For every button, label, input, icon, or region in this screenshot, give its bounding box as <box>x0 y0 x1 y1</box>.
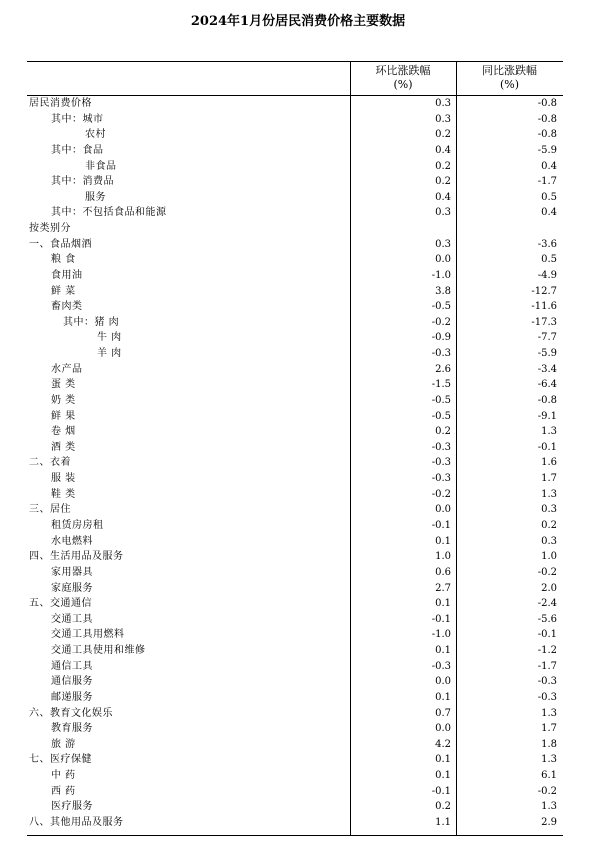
mom-value: 0.0 <box>435 723 451 735</box>
header-yoy <box>456 64 563 92</box>
mom-value: -0.3 <box>431 457 451 469</box>
row-label: 畜肉类 <box>51 301 83 313</box>
mom-value: 0.0 <box>435 676 451 688</box>
yoy-value: -7.7 <box>537 332 557 344</box>
row-label: 食用油 <box>51 269 83 281</box>
row-label: 七、医疗保健 <box>29 754 92 766</box>
row-label: 卷 烟 <box>51 426 76 438</box>
row-label: 居民消费价格 <box>29 98 92 109</box>
yoy-value: 1.3 <box>541 707 557 719</box>
row-label: 家用器具 <box>51 566 93 578</box>
header-mom-label: 环比涨跌幅 <box>375 64 431 77</box>
row-label: 鲜 菜 <box>51 285 76 297</box>
row-label: 旅 游 <box>51 738 76 750</box>
yoy-value: -12.7 <box>531 285 557 297</box>
table-row <box>27 362 563 378</box>
row-label: 其中：食品 <box>51 144 104 156</box>
mom-value: -0.3 <box>431 348 451 360</box>
yoy-value: -4.9 <box>537 269 557 281</box>
table-row <box>27 596 563 612</box>
table-row <box>27 502 563 518</box>
table-row <box>27 424 563 440</box>
table-row <box>27 737 563 753</box>
mom-value: 0.3 <box>435 238 451 250</box>
row-label: 邮递服务 <box>51 691 93 703</box>
table-row <box>27 127 563 143</box>
table-row <box>27 268 563 284</box>
yoy-value: 1.0 <box>541 551 557 563</box>
yoy-value: -5.9 <box>537 348 557 360</box>
row-label: 教育服务 <box>51 723 93 735</box>
table-row <box>27 690 563 706</box>
yoy-value: -1.7 <box>537 660 557 672</box>
yoy-value: 1.3 <box>541 426 557 438</box>
mom-value: 1.1 <box>435 816 451 828</box>
table-row <box>27 190 563 206</box>
table-row <box>27 315 563 331</box>
yoy-value: 0.5 <box>541 254 557 266</box>
table-row <box>27 627 563 643</box>
mom-value: 0.2 <box>435 176 451 188</box>
table-row <box>27 581 563 597</box>
row-label: 交通工具 <box>51 613 93 625</box>
table-row <box>27 330 563 346</box>
table-row <box>27 143 563 159</box>
mom-value: -0.3 <box>431 441 451 453</box>
row-label: 牛 肉 <box>97 332 122 344</box>
mom-value: 0.1 <box>435 691 451 703</box>
row-label: 医疗服务 <box>51 801 93 813</box>
yoy-value: -0.2 <box>537 785 557 797</box>
row-label: 鲜 果 <box>51 410 76 422</box>
row-label: 水产品 <box>51 363 83 375</box>
yoy-value: -6.4 <box>537 379 557 391</box>
table-row <box>27 534 563 550</box>
mom-value: 0.7 <box>435 707 451 719</box>
table-row <box>27 549 563 565</box>
mom-value: 2.7 <box>435 582 451 594</box>
row-label: 服 装 <box>51 473 76 485</box>
row-label: 三、居住 <box>29 504 71 516</box>
table-row <box>27 284 563 300</box>
row-label: 非食品 <box>85 160 117 172</box>
mom-value: -0.2 <box>431 488 451 500</box>
mom-value: -1.5 <box>431 379 451 391</box>
mom-value: 0.1 <box>435 535 451 547</box>
yoy-value: 6.1 <box>541 770 557 782</box>
yoy-value: -0.1 <box>537 629 557 641</box>
yoy-value: 1.6 <box>541 457 557 469</box>
table-row <box>27 221 563 237</box>
row-label: 酒 类 <box>51 441 76 453</box>
header-mom-unit: (%) <box>393 78 413 91</box>
table-row <box>27 518 563 534</box>
row-label: 五、交通通信 <box>29 598 92 610</box>
mom-value: 0.0 <box>435 254 451 266</box>
mom-value: -1.0 <box>431 269 451 281</box>
row-label: 一、食品烟酒 <box>29 238 92 250</box>
table-row <box>27 440 563 456</box>
yoy-value: -0.3 <box>537 691 557 703</box>
yoy-value: 1.7 <box>541 723 557 735</box>
yoy-value: -0.3 <box>537 676 557 688</box>
table-row <box>27 815 563 831</box>
yoy-value: 1.3 <box>541 488 557 500</box>
table-row <box>27 799 563 815</box>
table-row <box>27 377 563 393</box>
row-label: 鞋 类 <box>51 488 76 500</box>
mom-value: 0.1 <box>435 598 451 610</box>
table-row <box>27 471 563 487</box>
mom-value: -1.0 <box>431 629 451 641</box>
yoy-value: 1.3 <box>541 754 557 766</box>
mom-value: 0.4 <box>435 144 451 156</box>
yoy-value: 0.3 <box>541 504 557 516</box>
header-yoy-unit: (%) <box>499 78 520 91</box>
cpi-table <box>27 61 563 836</box>
mom-value: -0.3 <box>431 660 451 672</box>
mom-value: 0.3 <box>435 113 451 125</box>
table-row <box>27 252 563 268</box>
table-row <box>27 487 563 503</box>
table-row <box>27 752 563 768</box>
mom-value: 0.2 <box>435 129 451 141</box>
row-label: 家庭服务 <box>51 582 93 594</box>
yoy-value: -0.8 <box>537 98 557 109</box>
yoy-value: 0.4 <box>541 160 557 172</box>
row-label: 交通工具使用和维修 <box>51 645 146 657</box>
row-label: 中 药 <box>51 770 76 782</box>
row-label: 六、教育文化娱乐 <box>29 707 113 719</box>
row-label: 其中：消费品 <box>51 176 114 188</box>
yoy-value: -0.8 <box>537 113 557 125</box>
mom-value: -0.5 <box>431 410 451 422</box>
table-row <box>27 612 563 628</box>
row-label: 其中：不包括食品和能源 <box>51 207 167 219</box>
table-row <box>27 784 563 800</box>
page-title: 2024年1月份居民消费价格主要数据 <box>190 14 406 29</box>
header-yoy-label: 同比涨跌幅 <box>482 64 537 77</box>
mom-value: 0.2 <box>435 160 451 172</box>
yoy-value: -9.1 <box>537 410 557 422</box>
table-row <box>27 643 563 659</box>
table-row <box>27 409 563 425</box>
yoy-value: 1.7 <box>541 473 557 485</box>
table-row <box>27 674 563 690</box>
yoy-value: 0.2 <box>541 520 557 531</box>
yoy-value: 2.0 <box>541 582 557 594</box>
mom-value: 0.0 <box>435 504 451 516</box>
table-row <box>27 346 563 362</box>
mom-value: -0.5 <box>431 394 451 406</box>
row-label: 按类别分 <box>29 223 71 235</box>
row-label: 羊 肉 <box>97 348 122 360</box>
row-label: 水电燃料 <box>51 535 93 547</box>
mom-value: 0.3 <box>435 98 451 109</box>
mom-value: -0.1 <box>431 520 451 531</box>
mom-value: -0.3 <box>431 473 451 485</box>
row-label: 西 药 <box>51 785 76 797</box>
table-row <box>27 768 563 784</box>
yoy-value: -1.7 <box>537 176 557 188</box>
row-label: 粮 食 <box>51 254 76 266</box>
mom-value: -0.9 <box>431 332 451 344</box>
mom-value: 0.2 <box>435 801 451 813</box>
row-label: 四、生活用品及服务 <box>29 551 124 563</box>
table-row <box>27 455 563 471</box>
yoy-value: 1.8 <box>541 738 557 750</box>
table-row <box>27 112 563 128</box>
mom-value: 0.2 <box>435 426 451 438</box>
mom-value: 4.2 <box>435 738 451 750</box>
table-row <box>27 96 563 112</box>
row-label: 交通工具用燃料 <box>51 629 125 641</box>
yoy-value: 0.5 <box>541 191 557 203</box>
yoy-value: -11.6 <box>531 301 557 313</box>
mom-value: 0.3 <box>435 207 451 219</box>
row-label: 农村 <box>85 129 106 141</box>
mom-value: 0.6 <box>435 566 451 578</box>
yoy-value: 0.4 <box>541 207 557 219</box>
mom-value: 0.1 <box>435 770 451 782</box>
yoy-value: -0.8 <box>537 394 557 406</box>
row-label: 租赁房房租 <box>51 520 104 531</box>
row-label: 其中：城市 <box>51 113 104 125</box>
mom-value: -0.2 <box>431 316 451 328</box>
table-row <box>27 237 563 253</box>
mom-value: 2.6 <box>435 363 451 375</box>
header-mom <box>350 64 456 92</box>
yoy-value: -0.8 <box>537 129 557 141</box>
row-label: 八、其他用品及服务 <box>29 816 124 828</box>
row-label: 其中：猪 肉 <box>63 316 120 328</box>
yoy-value: -0.1 <box>537 441 557 453</box>
table-row <box>27 721 563 737</box>
table-row <box>27 659 563 675</box>
table-row <box>27 205 563 221</box>
table-row <box>27 565 563 581</box>
mom-value: 0.1 <box>435 754 451 766</box>
mom-value: 0.1 <box>435 645 451 657</box>
mom-value: -0.1 <box>431 785 451 797</box>
mom-value: 0.4 <box>435 191 451 203</box>
yoy-value: 1.3 <box>541 801 557 813</box>
yoy-value: 0.3 <box>541 535 557 547</box>
row-label: 服务 <box>85 191 106 203</box>
row-label: 二、衣着 <box>29 457 71 469</box>
row-label: 通信工具 <box>51 660 93 672</box>
yoy-value: -0.2 <box>537 566 557 578</box>
row-label: 通信服务 <box>51 676 93 688</box>
mom-value: 1.0 <box>435 551 451 563</box>
yoy-value: 2.9 <box>541 816 557 828</box>
mom-value: -0.1 <box>431 613 451 625</box>
table-row <box>27 159 563 175</box>
table-row <box>27 393 563 409</box>
yoy-value: -3.6 <box>537 238 557 250</box>
mom-value: 3.8 <box>435 285 451 297</box>
yoy-value: -5.6 <box>537 613 557 625</box>
table-row <box>27 299 563 315</box>
mom-value: -0.5 <box>431 301 451 313</box>
table-row <box>27 174 563 190</box>
yoy-value: -1.2 <box>537 645 557 657</box>
row-label: 奶 类 <box>51 394 76 406</box>
yoy-value: -5.9 <box>537 144 557 156</box>
row-label: 蛋 类 <box>51 379 76 391</box>
yoy-value: -3.4 <box>537 363 557 375</box>
yoy-value: -17.3 <box>531 316 557 328</box>
table-row <box>27 706 563 722</box>
yoy-value: -2.4 <box>537 598 557 610</box>
